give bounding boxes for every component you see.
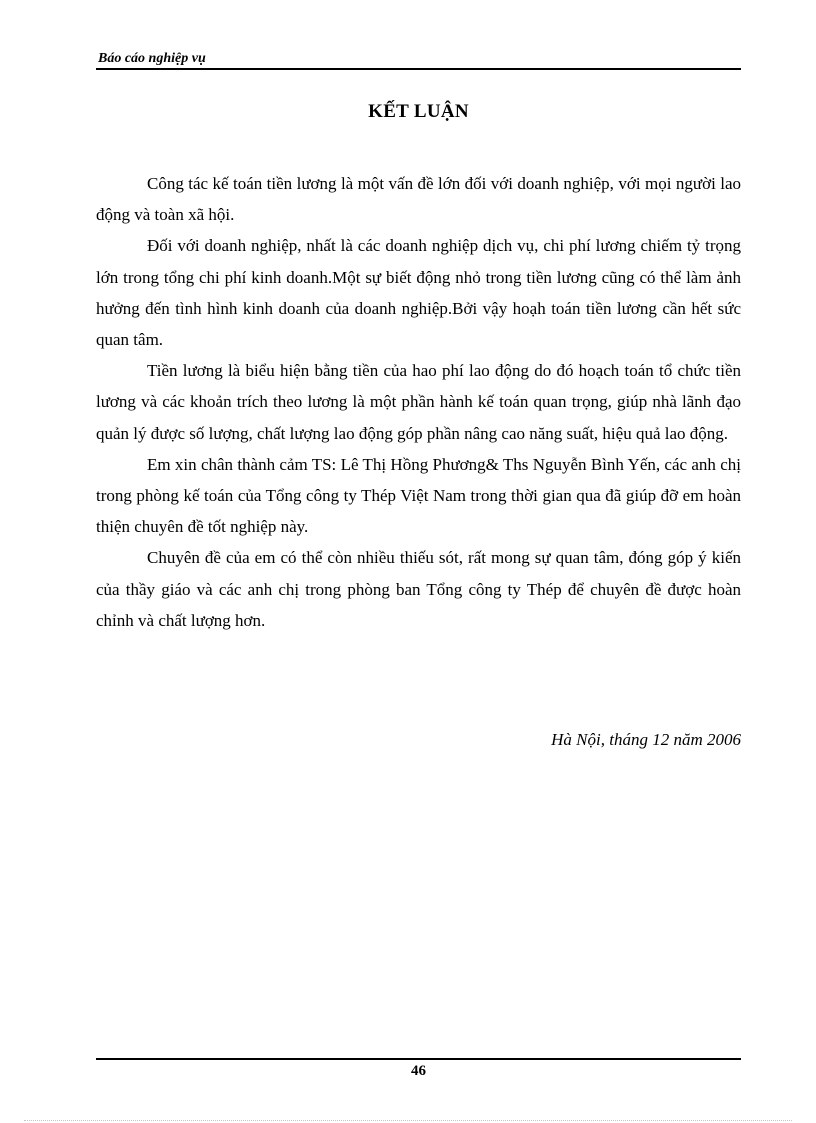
page-header (96, 48, 741, 70)
footer-rule (96, 1058, 741, 1060)
signature-date: Hà Nội, tháng 12 năm 2006 (551, 730, 741, 749)
header-text: Báo cáo nghiệp vụ (98, 51, 206, 66)
paragraph-3: Tiền lương là biểu hiện bằng tiền của hao phí lao động do đó hoạch toán tổ chức tiền lương và các khoản trích theo lương là một phần hành kế toán quan trọng, giúp nhà lãnh đạo quản lý được số lượng, chất lượng lao động góp phần nâng cao năng suất, hiệu quả lao động. (96, 361, 741, 443)
paragraph-1: Công tác kế toán tiền lương là một vấn đề lớn đối với doanh nghiệp, với mọi người lao động và toàn xã hội. (96, 174, 741, 225)
page-number: 46 (411, 1063, 426, 1079)
paragraph-2: Đối với doanh nghiệp, nhất là các doanh nghiệp dịch vụ, chi phí lương chiếm tỷ trọng lớn trong tổng chi phí kinh doanh.Một sự biết động nhỏ trong tiền lương cũng có thể làm ảnh hưởng đến tình hình kinh doanh của doanh nghiệp.Bởi vậy hoạh toán tiền lương cần hết sức quan tâm. (96, 236, 741, 350)
paragraph-5: Chuyên đề của em có thể còn nhiều thiếu sót, rất mong sự quan tâm, đóng góp ý kiến của thầy giáo và các anh chị trong phòng ban Tổng công ty Thép để chuyên đề được hoàn chỉnh và chất lượng hơn. (96, 548, 741, 630)
paragraph-4: Em xin chân thành cảm TS: Lê Thị Hồng Phương& Ths Nguyễn Bình Yến, các anh chị trong phòng kế toán của Tổng công ty Thép Việt Nam trong thời gian qua đã giúp đỡ em hoàn thiện chuyên đề tốt nghiệp này. (96, 454, 741, 537)
page-title: KẾT LUẬN (368, 101, 469, 122)
page-edge-divider (24, 1120, 792, 1121)
body-text (96, 168, 741, 636)
